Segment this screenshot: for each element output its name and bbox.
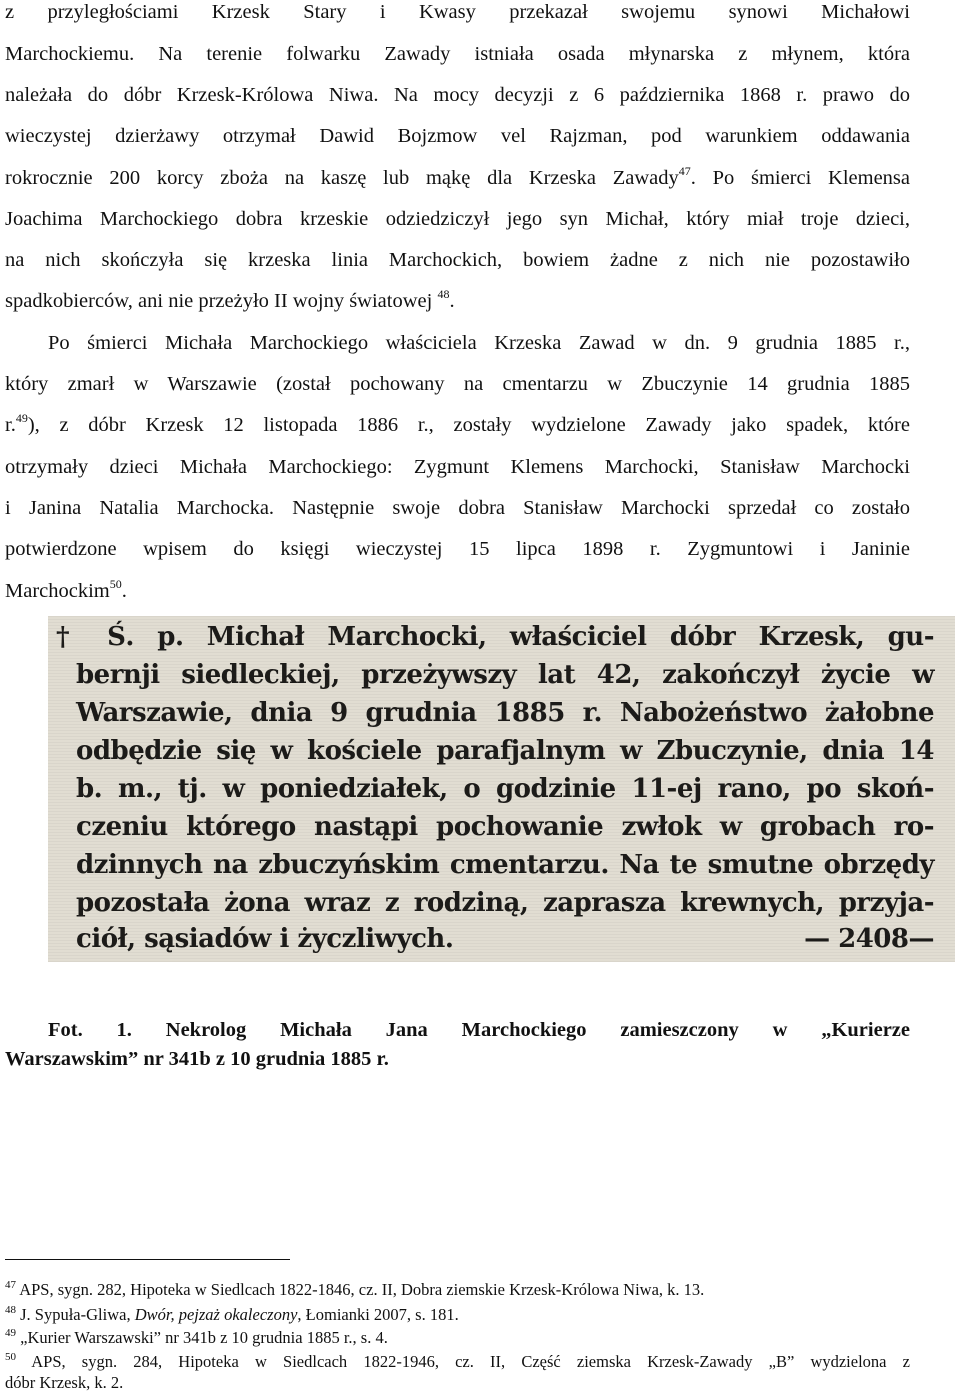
text-run: rokrocznie 200 korcy zboża na kaszę lub mąkę dla Krzeska Zawady	[5, 167, 679, 189]
footnote-number: 48	[5, 1304, 16, 1316]
footnote-ref: 49	[15, 411, 28, 425]
footnote	[5, 1305, 910, 1325]
footnote-number: 47	[5, 1279, 16, 1291]
footnote-ref: 48	[437, 287, 450, 301]
obituary-line: czeniu którego nastąpi pochowanie zwłok w grobach ro-	[76, 812, 934, 842]
obituary-line: Warszawie, dnia 9 grudnia 1885 r. Nabożeństwo żałobne	[76, 698, 934, 728]
body-line	[5, 289, 910, 313]
obituary-line: dzinnych na zbuczyńskim cmentarzu. Na te smutne obrzędy	[76, 850, 934, 880]
obituary-line: b. m., tj. w poniedziałek, o godzinie 11-ej rano, po skoń-	[76, 774, 934, 804]
obituary-signature: — 2408—	[804, 924, 934, 954]
body-line: Po śmierci Michała Marchockiego właściciela Krzeska Zawad w dn. 9 grudnia 1885 r.,	[48, 332, 910, 354]
text-run: . Po śmierci Klemensa	[690, 167, 910, 189]
obituary-line: odbędzie się w kościele parafjalnym w Zbuczynie, dnia 14	[76, 736, 934, 766]
text-run: r.	[5, 414, 16, 436]
obituary-line: pozostała żona wraz z rodziną, zaprasza krewnych, przyja-	[76, 888, 934, 918]
obituary-line	[76, 924, 934, 954]
footnote-separator	[5, 1259, 290, 1260]
footnote-text: APS, sygn. 284, Hipoteka w Siedlcach 1822-1946, cz. II, Część ziemska Krzesk-Zawady „B” wydzielona z	[16, 1352, 910, 1371]
footnote-ref: 47	[678, 164, 691, 178]
caption-line: Fot. 1. Nekrolog Michała Jana Marchockiego zamieszczony w „Kurierze	[48, 1019, 910, 1041]
footnote	[5, 1352, 910, 1372]
footnote	[5, 1280, 910, 1300]
footnote-number: 50	[5, 1351, 16, 1363]
body-line	[5, 166, 910, 190]
obituary-text: ciół, sąsiadów i życzliwych.	[76, 924, 454, 954]
body-line: na nich skończyła się krzeska linia Marchockich, bowiem żadne z nich nie pozostawiło	[5, 249, 910, 271]
footnote-text: APS, sygn. 282, Hipoteka w Siedlcach 1822-1846, cz. II, Dobra ziemskie Krzesk-Królowa Niwa, k. 13.	[16, 1280, 705, 1299]
text-run: ), z dóbr Krzesk 12 listopada 1886 r., zostały wydzielone Zawady jako spadek, które	[27, 414, 910, 436]
text-run: Marchockim	[5, 580, 110, 602]
text-run: .	[449, 290, 455, 312]
body-line: i Janina Natalia Marchocka. Następnie swoje dobra Stanisław Marchocki sprzedał co zostało	[5, 497, 910, 519]
footnote	[5, 1328, 910, 1348]
obituary-scan	[48, 616, 955, 962]
body-line: Marchockiemu. Na terenie folwarku Zawady istniała osada młynarska z młynem, która	[5, 43, 910, 65]
footnote	[5, 1373, 910, 1393]
footnote-text: , Łomianki 2007, s. 181.	[297, 1305, 459, 1324]
footnote-title: Dwór, pejzaż okaleczony	[134, 1305, 298, 1324]
body-line: należała do dóbr Krzesk-Królowa Niwa. Na mocy decyzji z 6 października 1868 r. prawo do	[5, 84, 910, 106]
body-line: otrzymały dzieci Michała Marchockiego: Zygmunt Klemens Marchocki, Stanisław Marchocki	[5, 456, 910, 478]
text-run: .	[121, 580, 127, 602]
obituary-line: † Ś. p. Michał Marchocki, właściciel dóbr Krzesk, gu-	[56, 622, 934, 652]
obituary-line: bernji siedleckiej, przeżywszy lat 42, zakończył życie w	[76, 660, 934, 690]
body-line	[5, 413, 910, 437]
body-line: który zmarł w Warszawie (został pochowany na cmentarzu w Zbuczynie 14 grudnia 1885	[5, 373, 910, 395]
body-line	[5, 579, 910, 603]
footnote-number: 49	[5, 1327, 16, 1339]
body-line: Joachima Marchockiego dobra krzeskie odziedziczył jego syn Michał, który miał troje dzieci,	[5, 208, 910, 230]
footnote-text: J. Sypuła-Gliwa,	[16, 1305, 135, 1324]
body-line: potwierdzone wpisem do księgi wieczystej 15 lipca 1898 r. Zygmuntowi i Janinie	[5, 538, 910, 560]
body-line: wieczystej dzierżawy otrzymał Dawid Bojzmow vel Rajzman, pod warunkiem oddawania	[5, 125, 910, 147]
text-run: spadkobierców, ani nie przeżyło II wojny światowej	[5, 290, 438, 312]
footnote-text: „Kurier Warszawski” nr 341b z 10 grudnia 1885 r., s. 4.	[16, 1328, 388, 1347]
body-line: z przyległościami Krzesk Stary i Kwasy przekazał swojemu synowi Michałowi	[5, 1, 910, 23]
footnote-ref: 50	[109, 577, 122, 591]
caption-line: Warszawskim” nr 341b z 10 grudnia 1885 r.	[5, 1048, 389, 1070]
footnote-text: dóbr Krzesk, k. 2.	[5, 1373, 124, 1392]
